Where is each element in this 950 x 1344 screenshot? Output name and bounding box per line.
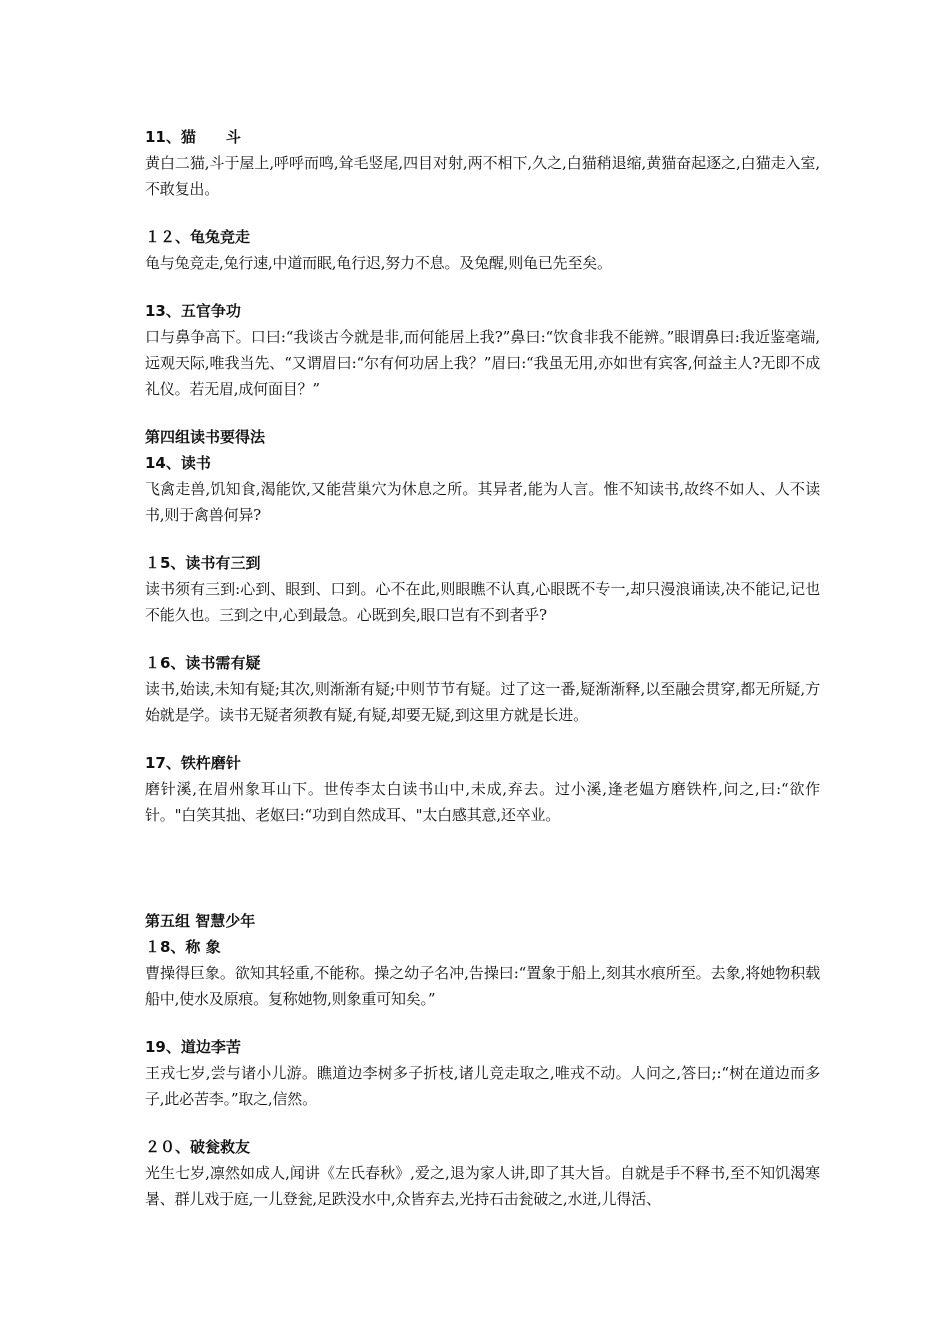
blank-gap [145,850,820,908]
story-title: 13、五官争功 [145,302,241,320]
story-18 [145,934,820,1012]
story-title: １8、称 象 [145,938,221,956]
story-text: 读书须有三到:心到、眼到、口到。心不在此,则眼瞧不认真,心眼既不专一,却只漫浪诵读,决不能记,记也不能久也。三到之中,心到最急。心既到矣,眼口岂有不到者乎? [145,580,820,624]
story-text: 飞禽走兽,饥知食,渴能饮,又能营巢穴为休息之所。其异者,能为人言。惟不知读书,故终不如人、人不读书,则于禽兽何异? [145,480,820,524]
story-text: 王戎七岁,尝与诸小儿游。瞧道边李树多子折枝,诸儿竞走取之,唯戎不动。人问之,答曰;:“树在道边而多子,此必苦李。”取之,信然。 [145,1064,820,1108]
story-text: 口与鼻争高下。口曰:“我谈古今就是非,而何能居上我?”鼻曰:“饮食非我不能辨。”眼谓鼻曰:我近鉴毫端,远观天际,唯我当先、“又谓眉曰:“尔有何功居上我？”眉曰:“我虽无用,亦如世有宾客,何益主人?无即不成礼仪。若无眉,成何面目？” [145,328,820,398]
story-title: １２、龟兔竞走 [145,228,251,246]
story-title: １5、读书有三到 [145,554,261,572]
story-14 [145,450,820,528]
story-17 [145,750,820,828]
story-text: 曹操得巨象。欲知其轻重,不能称。操之幼子名冲,告操曰:“置象于船上,刻其水痕所至。去象,将她物积载船中,使水及原痕。复称她物,则象重可知矣。” [145,964,820,1008]
document-page [145,124,820,1234]
story-20 [145,1134,820,1212]
story-text: 光生七岁,凛然如成人,闻讲《左氏春秋》,爱之,退为家人讲,即了其大旨。自就是手不释书,至不知饥渴寒暑、群儿戏于庭,一儿登瓮,足跌没水中,众皆弃去,光持石击瓮破之,水迸,儿得活、 [145,1164,820,1208]
story-12 [145,224,820,276]
story-title: 11、猫 斗 [145,128,241,146]
story-15 [145,550,820,628]
group-4-title: 第四组读书要得法 [145,428,266,446]
story-text: 黄白二猫,斗于屋上,呼呼而鸣,耸毛竖尾,四目对射,两不相下,久之,白猫稍退缩,黄猫奋起逐之,白猫走入室,不敢复出。 [145,154,820,198]
story-11 [145,124,820,202]
story-text: 读书,始读,未知有疑;其次,则渐渐有疑;中则节节有疑。过了这一番,疑渐渐释,以至融会贯穿,都无所疑,方始就是学。读书无疑者须教有疑,有疑,却要无疑,到这里方就是长进。 [145,680,820,724]
story-title: １6、读书需有疑 [145,654,261,672]
story-title: 17、铁杵磨针 [145,754,241,772]
story-text: 龟与兔竞走,兔行速,中道而眠,龟行迟,努力不息。及兔醒,则龟已先至矣。 [145,254,612,272]
group-5-title: 第五组 智慧少年 [145,912,256,930]
story-19 [145,1034,820,1112]
story-title: ２０、破瓮救友 [145,1138,251,1156]
story-text: 磨针溪,在眉州象耳山下。世传李太白读书山中,未成,弃去。过小溪,逢老媪方磨铁杵,问之,曰:“欲作针。"白笑其拙、老妪曰:“功到自然成耳、"太白感其意,还卒业。 [145,780,820,824]
story-title: 19、道边李苦 [145,1038,241,1056]
story-title: 14、读书 [145,454,211,472]
story-13 [145,298,820,402]
story-16 [145,650,820,728]
